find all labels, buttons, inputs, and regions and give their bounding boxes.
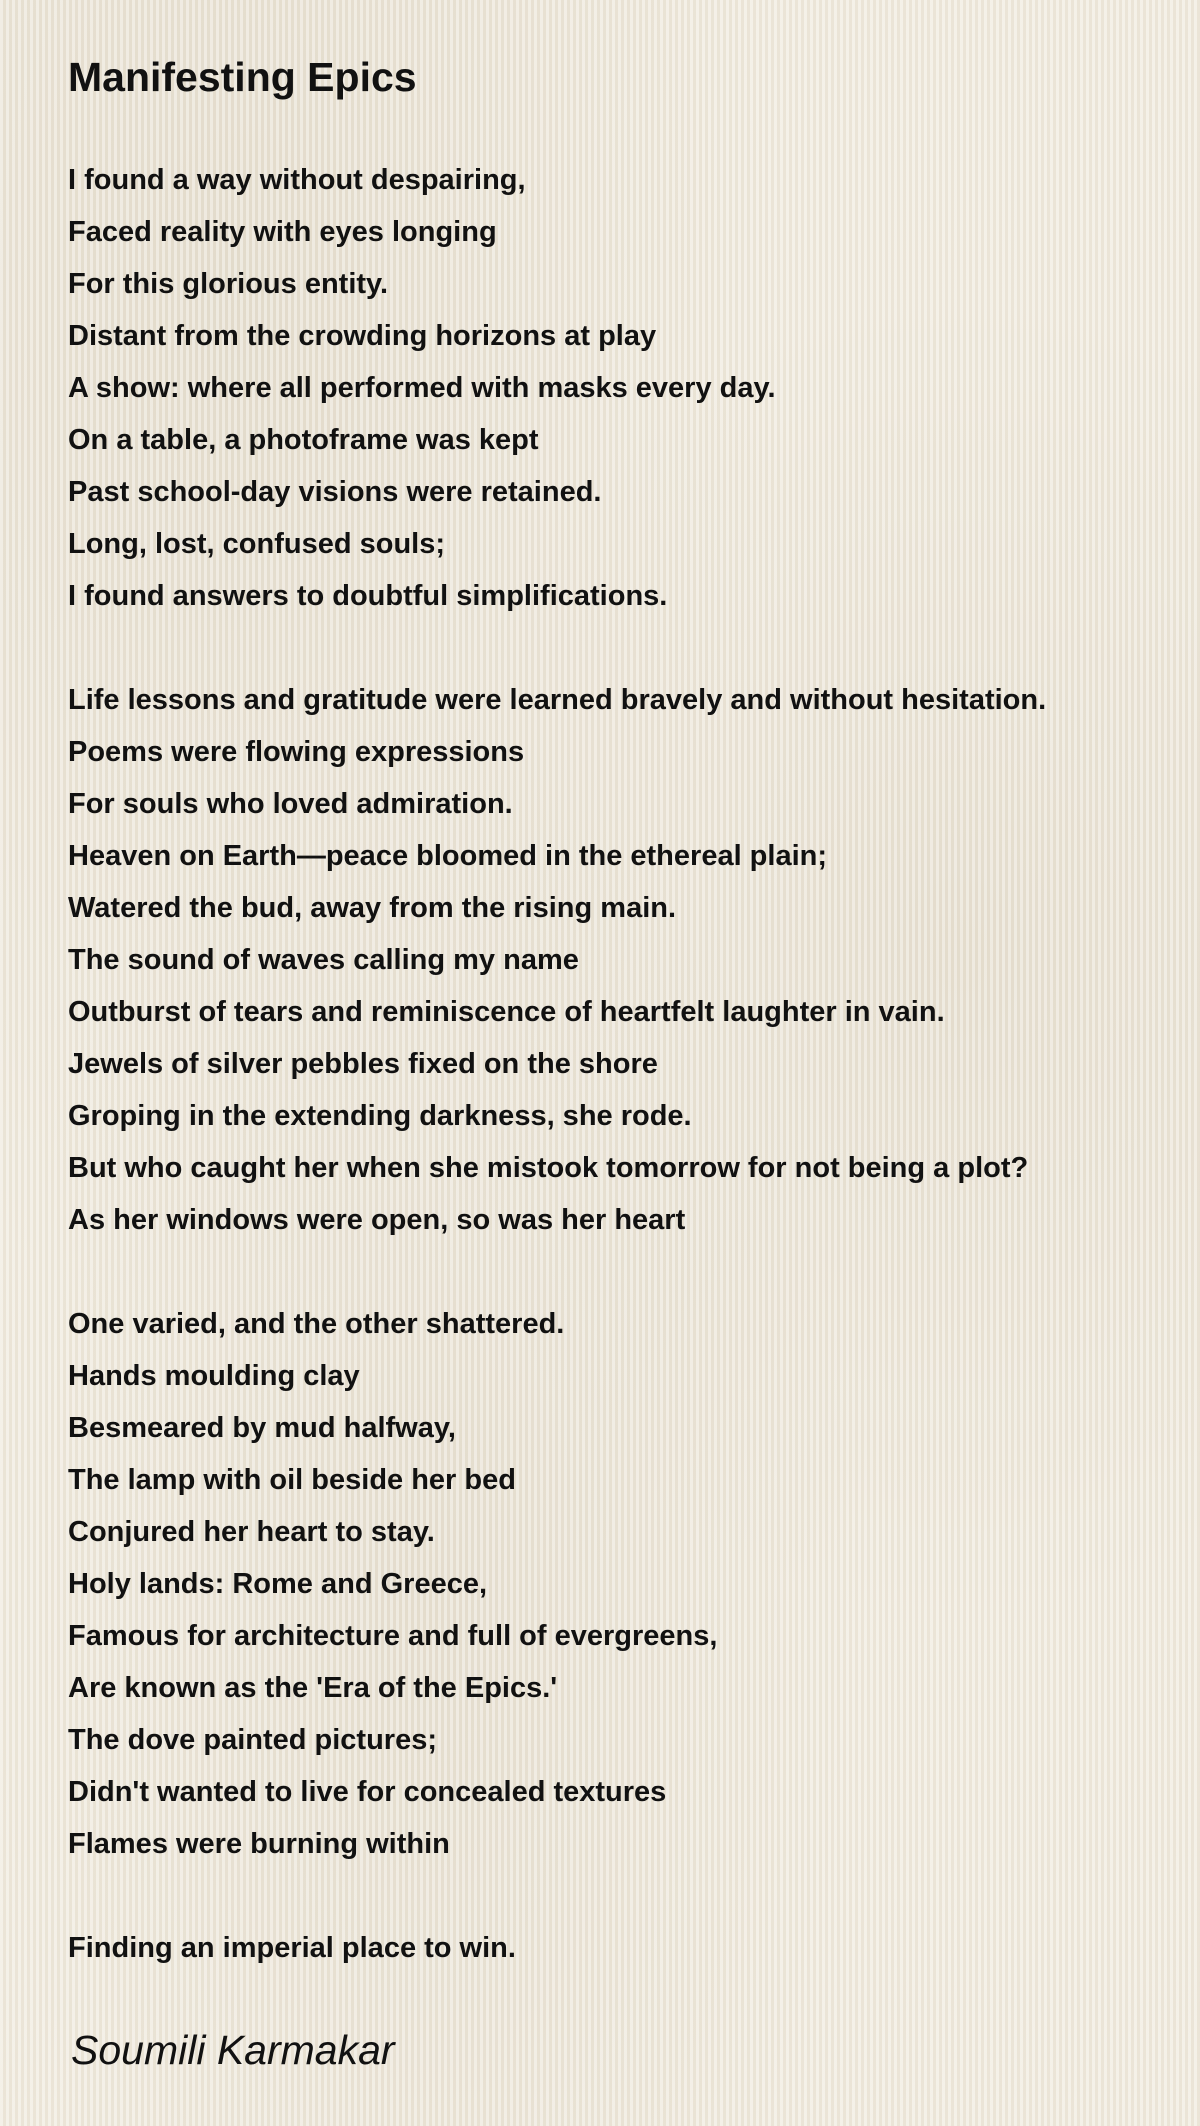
stanza-1	[68, 154, 1178, 622]
poem-line: One varied, and the other shattered.	[68, 1308, 565, 1340]
stanza-3	[68, 1298, 1178, 1870]
poem-card	[68, 52, 1178, 1964]
poem-line: On a table, a photoframe was kept	[68, 424, 539, 456]
poem-line: But who caught her when she mistook tomorrow for not being a plot?	[68, 1152, 1029, 1184]
poem-line: Distant from the crowding horizons at play	[68, 320, 657, 352]
poem-line: I found a way without despairing,	[68, 164, 526, 196]
stanza-2	[68, 674, 1178, 1246]
poem-line: Didn't wanted to live for concealed textures	[68, 1776, 667, 1808]
poem-line: The sound of waves calling my name	[68, 944, 579, 976]
poem-line: Hands moulding clay	[68, 1360, 360, 1392]
poem-body	[68, 154, 1178, 1974]
poem-line: Watered the bud, away from the rising main.	[68, 892, 677, 924]
poem-line: For this glorious entity.	[68, 268, 389, 300]
poem-line: Besmeared by mud halfway,	[68, 1412, 456, 1444]
poem-line: I found answers to doubtful simplifications.	[68, 580, 668, 612]
poem-line: Life lessons and gratitude were learned bravely and without hesitation.	[68, 684, 1047, 716]
poem-line: Flames were burning within	[68, 1828, 450, 1860]
poem-line: Poems were flowing expressions	[68, 736, 525, 768]
poem-line: Jewels of silver pebbles fixed on the shore	[68, 1048, 658, 1080]
poem-line: Faced reality with eyes longing	[68, 216, 497, 248]
poem-line: Groping in the extending darkness, she rode.	[68, 1100, 692, 1132]
poem-line: Heaven on Earth—peace bloomed in the ethereal plain;	[68, 840, 828, 872]
poem-line: Past school-day visions were retained.	[68, 476, 602, 508]
poem-line: Famous for architecture and full of evergreens,	[68, 1620, 718, 1652]
poem-title: Manifesting Epics	[68, 54, 417, 100]
poem-line: A show: where all performed with masks every day.	[68, 372, 776, 404]
poem-line: Outburst of tears and reminiscence of heartfelt laughter in vain.	[68, 996, 945, 1028]
poem-line: Are known as the 'Era of the Epics.'	[68, 1672, 558, 1704]
poem-line: Finding an imperial place to win.	[68, 1932, 516, 1964]
poem-line: Conjured her heart to stay.	[68, 1516, 435, 1548]
poem-line: The dove painted pictures;	[68, 1724, 437, 1756]
poem-line: As her windows were open, so was her heart	[68, 1204, 686, 1236]
poem-line: Long, lost, confused souls;	[68, 528, 445, 560]
stanza-4	[68, 1922, 1178, 1974]
poem-line: Holy lands: Rome and Greece,	[68, 1568, 488, 1600]
poem-line: For souls who loved admiration.	[68, 788, 513, 820]
poem-line: The lamp with oil beside her bed	[68, 1464, 516, 1496]
poem-author: Soumili Karmakar	[71, 2027, 395, 2073]
